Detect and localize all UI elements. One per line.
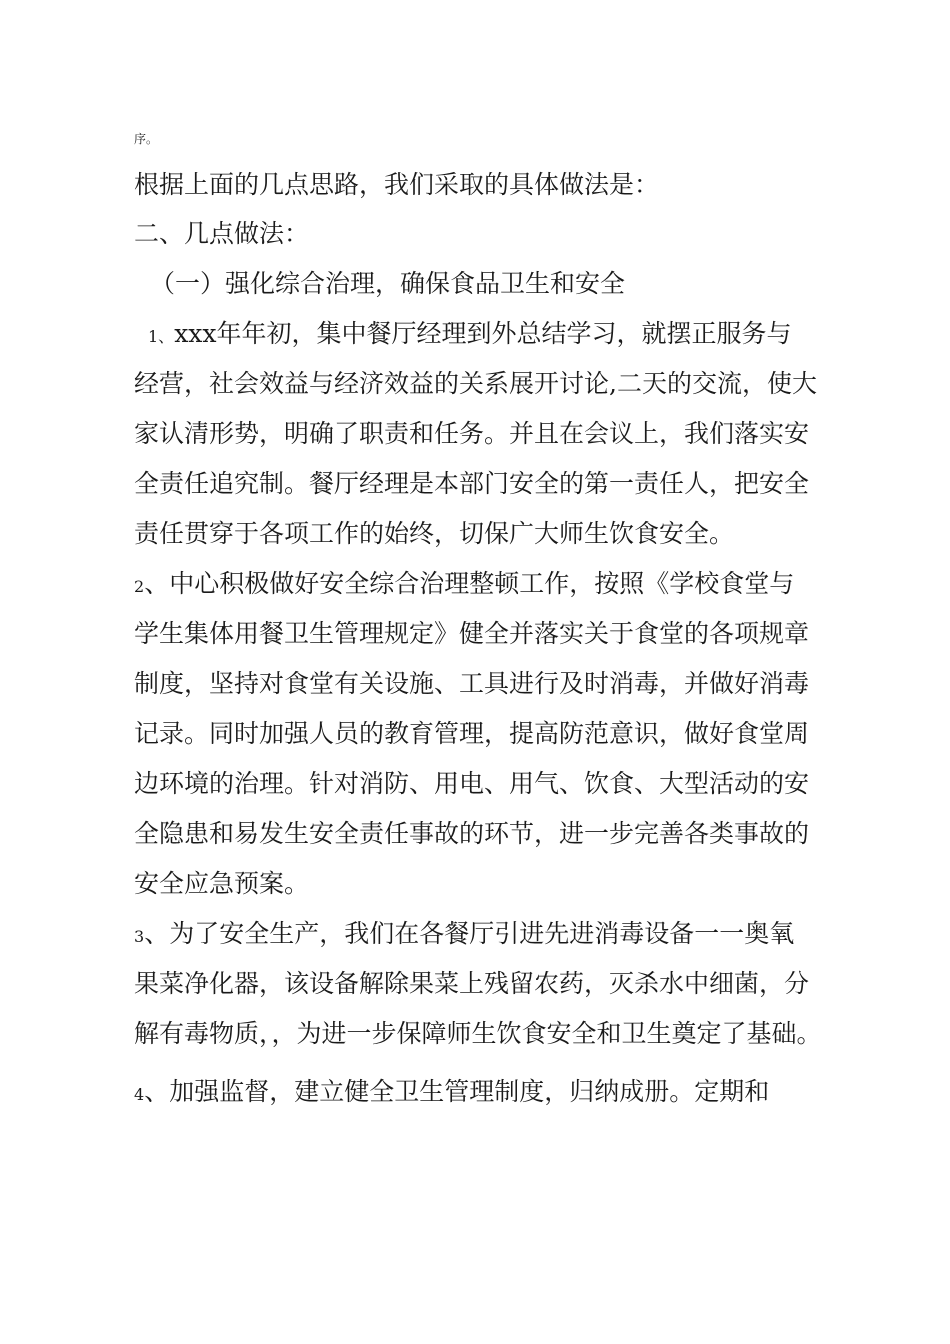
line-text: 家认清形势，明确了职责和任务。并且在会议上，我们落实安	[134, 419, 810, 448]
item-number: 1、	[148, 327, 175, 346]
paragraph-2-line-2	[134, 619, 809, 649]
paragraph-1-line-5	[134, 519, 734, 549]
paragraph-1-line-3	[134, 419, 809, 449]
paragraph-1-line-2	[134, 369, 817, 399]
line-text: 责任贯穿于各项工作的始终，切保广大师生饮食安全。	[134, 519, 735, 548]
paragraph-intro	[134, 170, 659, 200]
line-text: 果菜净化器，该设备解除果菜上残留农药，灭杀水中细菌，分	[134, 969, 810, 998]
text-line-fragment	[134, 132, 158, 146]
line-text: 制度，坚持对食堂有关设施、工具进行及时消毒，并做好消毒	[134, 669, 810, 698]
paragraph-2-line-1	[134, 569, 794, 602]
line-text: 学生集体用餐卫生管理规定》健全并落实关于食堂的各项规章	[134, 619, 810, 648]
section-heading	[134, 219, 309, 249]
subsection-heading	[150, 269, 625, 299]
paragraph-3-line-1	[134, 919, 794, 952]
line-text: 安全应急预案。	[134, 869, 310, 898]
line-text: 根据上面的几点思路，我们采取的具体做法是：	[134, 170, 660, 199]
line-text: 二、几点做法：	[134, 219, 310, 248]
line-text: 经营，社会效益与经济效益的关系展开讨论,二天的交流，使大	[134, 369, 817, 398]
line-text: 解有毒物质，，为进一步保障师生饮食安全和卫生奠定了基础。	[134, 1019, 822, 1048]
line-text: 序。	[134, 132, 159, 146]
line-text: 、中心积极做好安全综合治理整顿工作，按照《学校食堂与	[144, 569, 795, 598]
paragraph-1-line-1	[148, 319, 792, 352]
paragraph-3-line-3	[134, 1019, 822, 1049]
paragraph-2-line-3	[134, 669, 809, 699]
line-text: （一）强化综合治理，确保食品卫生和安全	[150, 269, 626, 298]
line-text: 、为了安全生产，我们在各餐厅引进先进消毒设备一一奥氧	[144, 919, 795, 948]
paragraph-2-line-6	[134, 819, 809, 849]
line-text: 、加强监督，建立健全卫生管理制度，归纳成册。定期和	[144, 1077, 770, 1106]
paragraph-3-line-2	[134, 969, 809, 999]
item-number: 3	[134, 927, 145, 946]
item-number: 4	[134, 1085, 145, 1104]
line-text: 全隐患和易发生安全责任事故的环节，进一步完善各类事故的	[134, 819, 810, 848]
line-text: 边环境的治理。针对消防、用电、用气、饮食、大型活动的安	[134, 769, 810, 798]
line-text: 全责任追究制。餐厅经理是本部门安全的第一责任人，把安全	[134, 469, 810, 498]
paragraph-4-line-1	[134, 1077, 769, 1110]
line-text: 记录。同时加强人员的教育管理，提高防范意识，做好食堂周	[134, 719, 810, 748]
paragraph-2-line-7	[134, 869, 309, 899]
paragraph-2-line-4	[134, 719, 809, 749]
paragraph-2-line-5	[134, 769, 809, 799]
paragraph-1-line-4	[134, 469, 809, 499]
item-number: 2	[134, 577, 145, 596]
line-text: xxx年年初，集中餐厅经理到外总结学习，就摆正服务与	[174, 319, 792, 348]
